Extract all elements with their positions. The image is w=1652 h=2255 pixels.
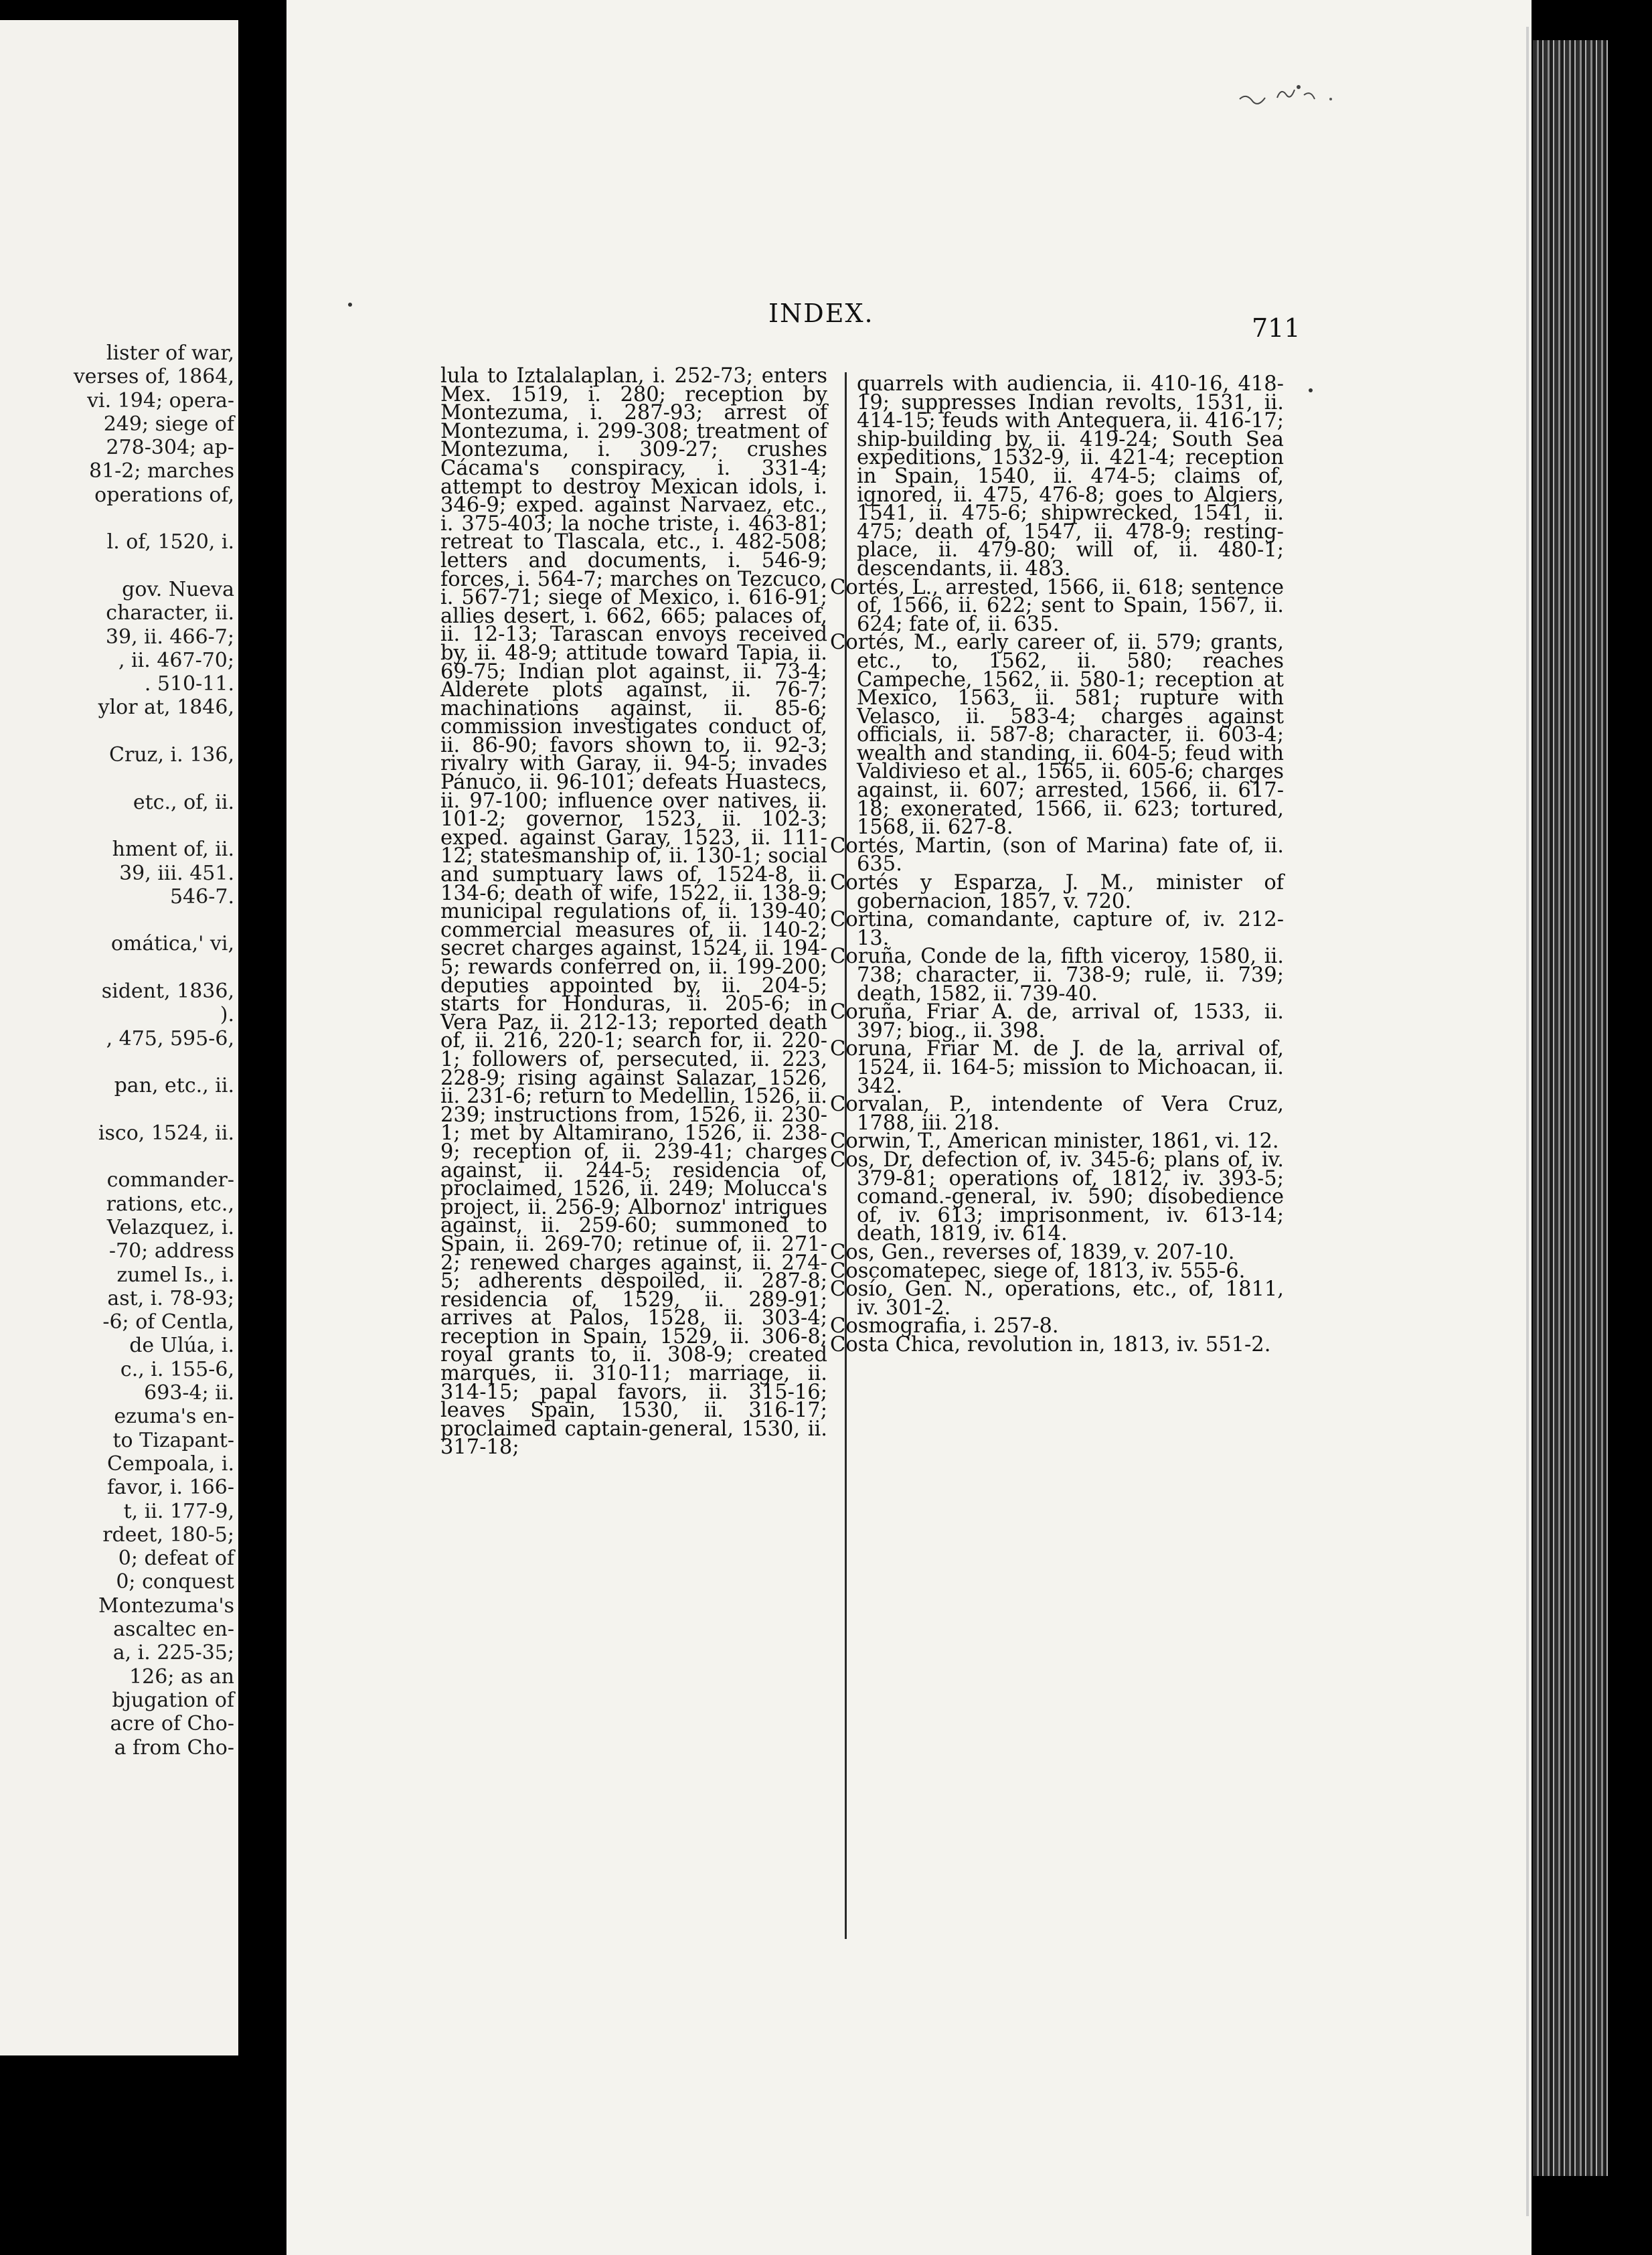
left-page-line: 693-4; ii. xyxy=(144,1381,234,1405)
index-entry: Corvalan, P., intendente of Vera Cruz, 1788, iii. 218. xyxy=(830,1093,1284,1135)
left-page-line xyxy=(0,1051,238,1074)
left-page-line: 546-7. xyxy=(169,884,234,909)
left-page-line: favor, i. 166- xyxy=(106,1476,234,1500)
index-entry: Cosío, Gen. N., operations, etc., of, 1811, iv. 301-2. xyxy=(830,1277,1284,1320)
index-entry: Cortina, comandante, capture of, iv. 212-13. xyxy=(830,908,1284,950)
left-page-line: pan, etc., ii. xyxy=(114,1074,234,1098)
left-page-line: bjugation of xyxy=(112,1688,234,1712)
left-page-line: omática,' vi, xyxy=(110,932,234,956)
index-column-middle xyxy=(414,364,827,1460)
left-page-line: sident, 1836, xyxy=(101,980,234,1004)
index-entry: Coruña, Friar A. de, arrival of, 1533, ii. 397; biog., ii. 398. xyxy=(830,1000,1284,1042)
facing-page-left xyxy=(0,20,240,2055)
left-page-line: rations, etc., xyxy=(106,1192,234,1216)
left-page-line: a, i. 225-35; xyxy=(112,1641,234,1665)
left-page-line: zumel Is., i. xyxy=(116,1263,234,1287)
left-page-line: vi. 194; opera- xyxy=(87,388,234,412)
left-page-line: acre of Cho- xyxy=(110,1712,234,1736)
index-entry: Cortés, M., early career of, ii. 579; grants, etc., to, 1562, ii. 580; reaches Campeche, 1562, ii. 580-1; reception at Mexico, 1563, ii. 581; rupture with Velasco, ii. 583-4; charges against officials, ii. 587-8; character, ii. 603-4; wealth and standing, ii. 604-5; feud with Valdivieso et al., 1565, ii. 605-6; charges against, ii. 607; arrested, 1566, ii. 617-18; exonerated, 1566, ii. 623; tortured, 1568, ii. 627-8. xyxy=(830,631,1284,840)
left-page-line: Cempoala, i. xyxy=(107,1452,234,1476)
left-page-line: gov. Nueva xyxy=(122,577,234,601)
left-page-line: 249; siege of xyxy=(103,412,234,436)
left-page-line: ezuma's en- xyxy=(114,1405,234,1429)
left-page-line: -6; of Centla, xyxy=(102,1310,234,1334)
speck xyxy=(348,303,352,307)
left-page-line: ). xyxy=(220,1003,234,1027)
left-page-line xyxy=(0,909,238,932)
left-page-line xyxy=(0,507,238,530)
index-entry: Coruna, Friar M. de J. de la, arrival of, 1524, ii. 164-5; mission to Michoacan, ii. 342. xyxy=(830,1037,1284,1098)
left-page-line: , ii. 467-70; xyxy=(118,648,234,672)
left-page-line: Velazquez, i. xyxy=(106,1215,234,1239)
page-header-title: INDEX. xyxy=(768,299,874,328)
left-page-line xyxy=(0,956,238,980)
left-page-line: rdeet, 180-5; xyxy=(102,1523,234,1547)
left-page-line xyxy=(0,720,238,743)
left-page-line: l. of, 1520, i. xyxy=(106,530,234,554)
index-entry: Costa Chica, revolution in, 1813, iv. 551-2. xyxy=(830,1332,1271,1356)
left-page-line: ast, i. 78-93; xyxy=(107,1286,234,1310)
index-entry: Cortés y Esparza, J. M., minister of gobernacion, 1857, v. 720. xyxy=(830,871,1284,913)
left-page-line xyxy=(0,1145,238,1168)
left-page-line xyxy=(0,554,238,578)
index-entry-continuation: lula to Iztalalaplan, i. 252-73; enters Mex. 1519, i. 280; reception by Montezuma, i. 287-93; arrest of Montezuma, i. 299-308; treatment of Montezuma, i. 309-27; crushes Cácama's conspiracy, i. 331-4; attempt to destroy Mexican idols, i. 346-9; exped. against Narvaez, etc., i. 375-403; la noche triste, i. 463-81; retreat to Tlascala, etc., i. 482-508; letters and documents, i. 546-9; forces, i. 564-7; marches on Tezcuco, i. 567-71; siege of Mexico, i. 616-91; allies desert, i. 662, 665; palaces of, ii. 12-13; Tarascan envoys received by, ii. 48-9; attitude toward Tapia, ii. 69-75; Indian plot against, ii. 73-4; Alderete plots against, ii. 76-7; machinations against, ii. 85-6; commission investigates conduct of, ii. 86-90; favors shown to, ii. 92-3; rivalry with Garay, ii. 94-5; invades Pánuco, ii. 96-101; defeats Huastecs, ii. 97-100; influence over natives, ii. 101-2; governor, 1523, ii. 102-3; exped. against Garay, 1523, ii. 111-12; statesmanship of, ii. 130-1; social and sumptuary laws of, 1524-8, ii. 134-6; death of wife, 1522, ii. 138-9; municipal regulations of, ii. 139-40; commercial measures of, ii. 140-2; secret charges against, 1524, ii. 194-5; rewards conferred on, ii. 199-200; deputies appointed by, ii. 204-5; starts for Honduras, ii. 205-6; in Vera Paz, ii. 212-13; reported death of, ii. 216, 220-1; search for, ii. 220-1; followers of, persecuted, ii. 223, 228-9; rising against Salazar, 1526, ii. 231-6; return to Medellin, 1526, ii. 239; instructions from, 1526, ii. 230-1; met by Altamirano, 1526, ii. 238-9; reception of, ii. 239-41; charges against, ii. 244-5; residencia of, proclaimed, 1526, ii. 249; Molucca's project, ii. 256-9; Albornoz' intrigues against, ii. 259-60; summoned to Spain, ii. 269-70; retinue of, ii. 271-2; renewed charges against, ii. 274-5; adherents despoiled, ii. 287-8; residencia of, 1529, ii. 289-91; arrives at Palos, 1528, ii. 303-4; reception in Spain, 1529, ii. 306-8; royal grants to, ii. 308-9; created marqués, ii. 310-11; marriage, ii. 314-15; papal favors, ii. 315-16; leaves Spain, 1530, ii. 316-17; proclaimed captain-general, 1530, ii. 317-18; xyxy=(440,364,827,1460)
left-page-line: commander- xyxy=(106,1168,234,1192)
speck xyxy=(1309,388,1313,392)
left-page-line: 0; conquest xyxy=(116,1570,234,1594)
left-page-line: 81-2; marches xyxy=(89,459,234,483)
left-page-line: de Ulúa, i. xyxy=(129,1334,234,1358)
left-page-line: Cruz, i. 136, xyxy=(109,743,234,767)
left-page-line: 39, iii. 451. xyxy=(119,861,234,885)
left-page-line: 278-304; ap- xyxy=(106,436,234,460)
index-column-right xyxy=(830,372,1284,1356)
left-page-line: 0; defeat of xyxy=(118,1547,234,1571)
left-page-line: isco, 1524, ii. xyxy=(98,1121,234,1145)
book-gutter xyxy=(238,0,286,2255)
left-page-line: ylor at, 1846, xyxy=(98,696,234,720)
left-page-line: t, ii. 177-9, xyxy=(123,1499,234,1523)
index-entry: Cortés, Martin, (son of Marina) fate of, ii. 635. xyxy=(830,834,1284,876)
left-page-line: 39, ii. 466-7; xyxy=(105,625,234,649)
left-page-line: hment of, ii. xyxy=(112,838,234,862)
index-entry-continuation: quarrels with audiencia, ii. 410-16, 418-19; suppresses Indian revolts, 1531, ii. 414-15; feuds with Antequera, ii. 416-17; ship-building by, ii. 419-24; South Sea expeditions, 1532-9, ii. 421-4; reception in Spain, 1540, ii. 474-5; claims of, ignored, ii. 475, 476-8; goes to Algiers, 1541, ii. 475-6; shipwrecked, 1541, ii. 475; death of, 1547, ii. 478-9; resting-place, ii. 479-80; will of, ii. 480-1; descendants, ii. 483. xyxy=(857,372,1284,580)
pencil-mark xyxy=(1237,79,1344,112)
index-entry: Corwin, T., American minister, 1861, vi. 12. xyxy=(830,1130,1279,1154)
index-entry: Cos, Gen., reverses of, 1839, v. 207-10. xyxy=(830,1240,1235,1264)
left-page-line xyxy=(0,814,238,838)
left-page-line: a from Cho- xyxy=(114,1735,234,1760)
index-entry: Cortés, L., arrested, 1566, ii. 618; sentence of, 1566, ii. 622; sent to Spain, 1567, ii. 624; fate of, ii. 635. xyxy=(830,575,1284,636)
left-page-line: Montezuma's xyxy=(98,1593,234,1618)
left-page-line: 126; as an xyxy=(129,1664,234,1689)
page-number: 711 xyxy=(1252,313,1301,343)
index-entry: Coruña, Conde de la, fifth viceroy, 1580, ii. 738; character, ii. 738-9; rule, ii. 739; death, 1582, ii. 739-40. xyxy=(830,945,1284,1006)
left-page-line xyxy=(0,767,238,790)
left-page-line: to Tizapant- xyxy=(112,1428,234,1452)
left-page-line: lister of war, xyxy=(106,341,234,365)
index-entry: Cos, Dr, defection of, iv. 345-6; plans of, iv. 379-81; operations of, 1812, iv. 393-5; comand.-general, iv. 590; disobedience of, iv. 613; imprisonment, iv. 613-14; death, 1819, iv. 614. xyxy=(830,1148,1284,1246)
left-page-line: , 475, 595-6, xyxy=(106,1026,234,1051)
left-page-line: verses of, 1864, xyxy=(73,365,234,389)
index-entry: Cosmografia, i. 257-8. xyxy=(830,1314,1059,1338)
left-page-line xyxy=(0,1098,238,1121)
left-page-line: ascaltec en- xyxy=(113,1618,234,1642)
left-page-text-fragments xyxy=(0,341,238,1760)
left-page-line: c., i. 155-6, xyxy=(120,1357,234,1381)
left-page-line: . 510-11. xyxy=(144,672,234,696)
index-entry: Coscomatepec, siege of, 1813, iv. 555-6. xyxy=(830,1259,1246,1283)
left-page-line: character, ii. xyxy=(106,601,234,625)
book-page-edges xyxy=(1533,40,1608,2176)
left-page-line: etc., of, ii. xyxy=(133,790,234,814)
left-page-line: -70; address xyxy=(108,1239,234,1263)
left-page-line: operations of, xyxy=(94,483,234,507)
